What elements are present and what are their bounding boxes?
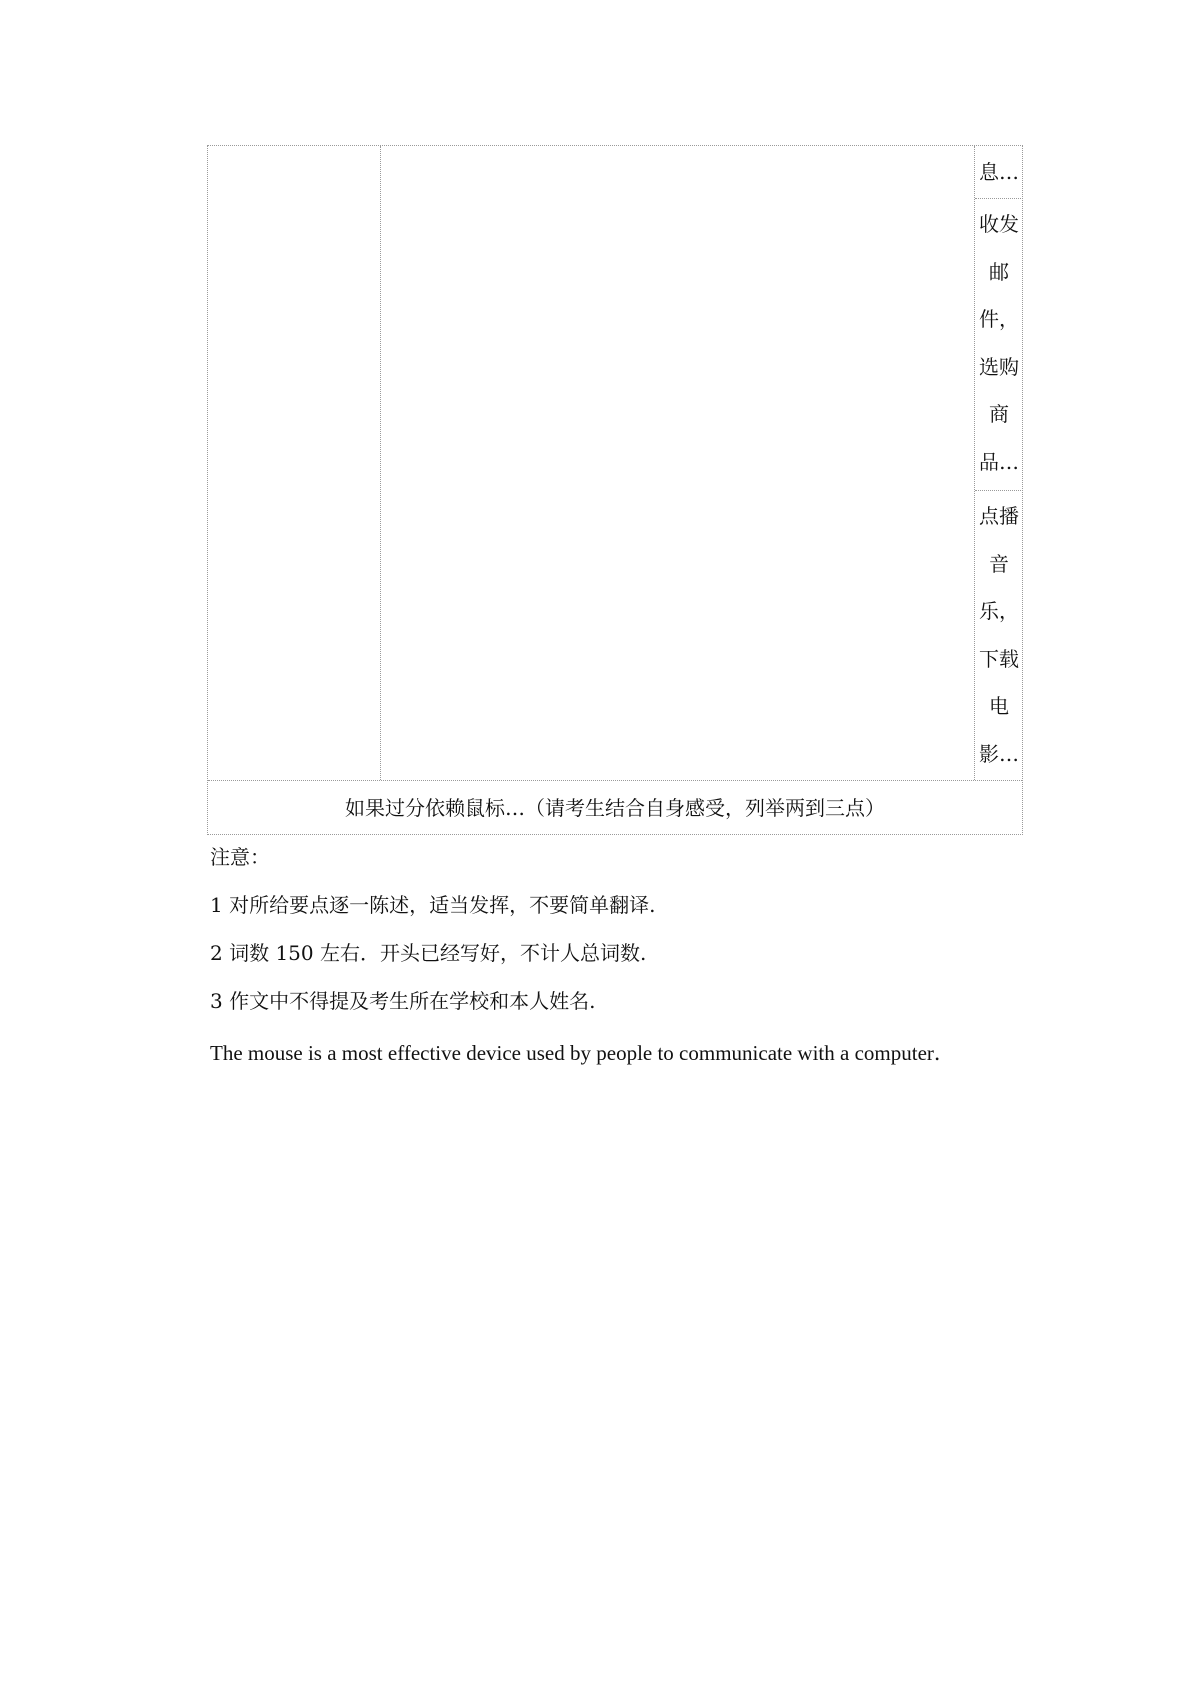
table-right-column bbox=[975, 146, 1023, 780]
table-bottom-prompt: 如果过分依赖鼠标…（请考生结合自身感受，列举两到三点） bbox=[208, 780, 1022, 834]
table-left-column bbox=[208, 146, 381, 780]
note-item-1: 1 对所给要点逐一陈述，适当发挥，不要简单翻译. bbox=[210, 893, 656, 917]
table-cell-information: 息… bbox=[975, 146, 1023, 199]
table-cell-music-movies: 点播音乐，下载电影… bbox=[979, 504, 1019, 766]
table-cell-email-shopping: 收发邮件，选购商品… bbox=[975, 199, 1023, 491]
notes-section bbox=[210, 842, 1110, 1086]
table-middle-column bbox=[381, 146, 975, 780]
note-item-2: 2 词数 150 左右．开头已经写好，不计人总词数. bbox=[210, 941, 647, 965]
note-item-3: 3 作文中不得提及考生所在学校和本人姓名. bbox=[210, 989, 596, 1013]
outline-table bbox=[207, 145, 1023, 835]
essay-opening-sentence: The mouse is a most effective device used by people to communicate with a computer． bbox=[210, 1041, 955, 1065]
notes-heading: 注意： bbox=[210, 845, 270, 869]
